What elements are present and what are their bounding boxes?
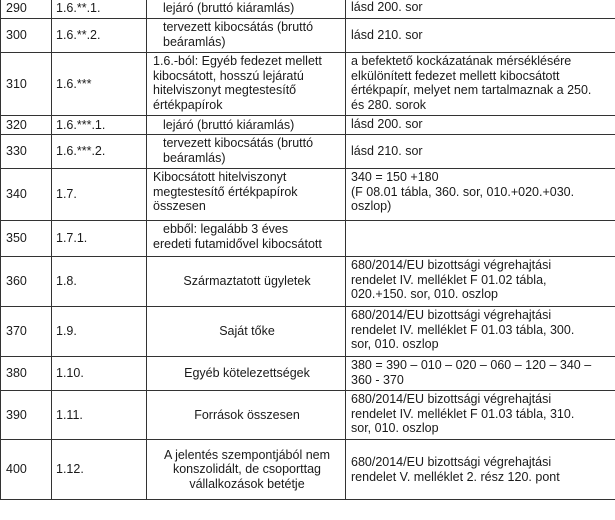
note-line: 680/2014/EU bizottsági végrehajtási: [351, 392, 552, 406]
description-line: ebből: legalább 3 éves: [163, 222, 289, 236]
description-line: Saját tőke: [219, 324, 275, 339]
row-note: [346, 357, 615, 391]
row-note: [346, 257, 615, 307]
row-note: [346, 19, 615, 53]
description-line: összesen: [153, 199, 206, 213]
table-row: [1, 0, 615, 19]
row-reference: 1.7.: [52, 169, 147, 221]
note-line: rendelet IV. melléklet F 01.02 tábla,: [351, 272, 547, 287]
row-reference: 1.7.1.: [52, 221, 147, 257]
description-line: lejáró (bruttó kiáramlás): [163, 1, 295, 16]
description-line: Források összesen: [194, 407, 300, 422]
description-line: 1.6.-ból: Egyéb fedezet mellett: [153, 54, 322, 68]
row-description: [147, 391, 346, 440]
note-line: sor, 010. oszlop: [351, 421, 439, 435]
note-line: 680/2014/EU bizottsági végrehajtási: [351, 258, 552, 272]
row-code: 320: [1, 116, 52, 135]
note-line: 340 = 150 +180: [351, 170, 439, 184]
row-reference: 1.6.***.2.: [52, 135, 147, 169]
row-note: [346, 0, 615, 19]
note-line: lásd 210. sor: [351, 28, 423, 43]
note-line: és 280. sorok: [351, 97, 427, 112]
row-description: [147, 440, 346, 500]
row-reference: 1.6.**.1.: [52, 0, 147, 19]
description-line: Egyéb kötelezettségek: [184, 366, 310, 381]
description-line: Kibocsátott hitelviszonyt: [153, 170, 287, 184]
row-description: [147, 116, 346, 135]
description-line: Származtatott ügyletek: [183, 274, 311, 289]
description-line: beáramlás): [163, 34, 226, 49]
row-reference: 1.9.: [52, 307, 147, 357]
row-reference: 1.6.***: [52, 53, 147, 116]
note-line: rendelet V. melléklet 2. rész 120. pont: [351, 469, 560, 484]
row-reference: 1.8.: [52, 257, 147, 307]
row-description: [147, 307, 346, 357]
note-line: (F 08.01 tábla, 360. sor, 010.+020.+030.: [351, 184, 575, 199]
note-line: 380 = 390 – 010 – 020 – 060 – 120 – 340 –: [351, 358, 592, 372]
note-line: oszlop): [351, 199, 392, 213]
note-line: 680/2014/EU bizottsági végrehajtási: [351, 455, 552, 469]
row-reference: 1.11.: [52, 391, 147, 440]
row-code: 290: [1, 0, 52, 19]
note-line: a befektető kockázatának mérséklésére: [351, 54, 572, 68]
row-description: [147, 53, 346, 116]
note-line: 360 - 370: [351, 372, 404, 387]
note-line: elkülönített fedezet mellett kibocsátott: [351, 68, 560, 83]
table-row: [1, 169, 615, 221]
table-row: [1, 19, 615, 53]
row-note: [346, 391, 615, 440]
note-line: lásd 200. sor: [351, 117, 423, 131]
table-row: [1, 257, 615, 307]
description-line: kibocsátott, hosszú lejáratú: [153, 68, 304, 83]
row-code: 400: [1, 440, 52, 500]
row-code: 390: [1, 391, 52, 440]
description-line: beáramlás): [163, 150, 226, 165]
description-line: megtestesítő értékpapírok: [153, 184, 298, 199]
row-description: [147, 221, 346, 257]
row-code: 330: [1, 135, 52, 169]
description-line: értékpapírok: [153, 97, 223, 112]
description-line: vállalkozások betétje: [189, 476, 305, 491]
row-code: 350: [1, 221, 52, 257]
row-reference: 1.6.***.1.: [52, 116, 147, 135]
description-line: hitelviszonyt megtestesítő: [153, 83, 297, 97]
note-line: értékpapír, melyet nem tartalmaznak a 250.: [351, 83, 592, 97]
row-reference: 1.12.: [52, 440, 147, 500]
row-description: [147, 0, 346, 19]
row-code: 340: [1, 169, 52, 221]
note-line: rendelet IV. melléklet F 01.03 tábla, 310.: [351, 406, 575, 421]
row-code: 380: [1, 357, 52, 391]
table-row: [1, 357, 615, 391]
row-note: [346, 53, 615, 116]
description-line: lejáró (bruttó kiáramlás): [163, 117, 295, 132]
row-description: [147, 357, 346, 391]
description-line: eredeti futamidővel kibocsátott: [153, 236, 322, 251]
table-row: [1, 135, 615, 169]
note-line: lásd 210. sor: [351, 144, 423, 159]
row-code: 360: [1, 257, 52, 307]
row-description: [147, 257, 346, 307]
table-row: [1, 116, 615, 135]
note-line: sor, 010. oszlop: [351, 337, 439, 351]
table-row: [1, 307, 615, 357]
row-description: [147, 169, 346, 221]
description-line: tervezett kibocsátás (bruttó: [163, 136, 314, 150]
description-line: tervezett kibocsátás (bruttó: [163, 20, 314, 34]
note-line: rendelet IV. melléklet F 01.03 tábla, 300.: [351, 322, 575, 337]
row-note: [346, 221, 615, 257]
row-note: [346, 169, 615, 221]
row-note: [346, 116, 615, 135]
note-line: 680/2014/EU bizottsági végrehajtási: [351, 308, 552, 322]
row-code: 310: [1, 53, 52, 116]
note-line: lásd 200. sor: [351, 0, 423, 14]
row-note: [346, 135, 615, 169]
table-row: [1, 53, 615, 116]
row-note: [346, 440, 615, 500]
row-description: [147, 135, 346, 169]
table-row: [1, 221, 615, 257]
table-row: [1, 440, 615, 500]
row-reference: 1.10.: [52, 357, 147, 391]
row-description: [147, 19, 346, 53]
table-row: [1, 391, 615, 440]
row-code: 370: [1, 307, 52, 357]
row-code: 300: [1, 19, 52, 53]
description-line: konszolidált, de csoporttag: [172, 462, 321, 477]
description-line: A jelentés szempontjából nem: [163, 447, 331, 462]
row-reference: 1.6.**.2.: [52, 19, 147, 53]
row-note: [346, 307, 615, 357]
note-line: 020.+150. sor, 010. oszlop: [351, 287, 498, 301]
